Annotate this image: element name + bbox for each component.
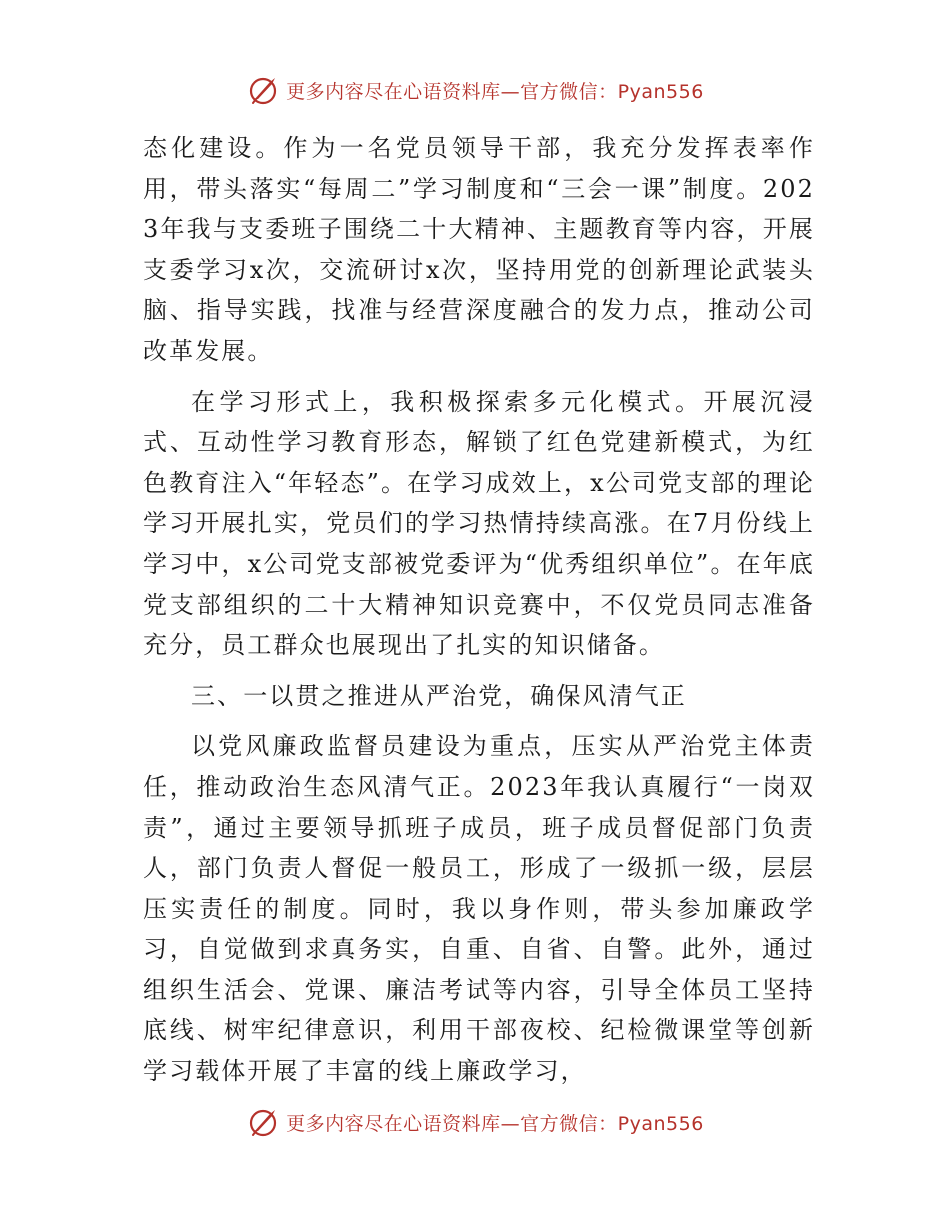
- paragraph-continuation: 态化建设。作为一名党员领导干部，我充分发挥表率作用，带头落实“每周二”学习制度和“三会一课”制度。2023年我与支委班子围绕二十大精神、主题教育等内容，开展支委学习x次，交流研讨x次，坚持用党的创新理论武装头脑、指导实践，找准与经营深度融合的发力点，推动公司改革发展。: [143, 134, 815, 365]
- paragraph-learning-format: 在学习形式上，我积极探索多元化模式。开展沉浸式、互动性学习教育形态，解锁了红色党建新模式，为红色教育注入“年轻态”。在学习成效上，x公司党支部的理论学习开展扎实，党员们的学习热情持续高涨。在7月份线上学习中，x公司党支部被党委评为“优秀组织单位”。在年底党支部组织的二十大精神知识竞赛中，不仅党员同志准备充分，员工群众也展现出了扎实的知识储备。: [143, 387, 815, 660]
- quill-pen-logo-icon: [246, 73, 280, 107]
- quill-pen-logo-icon: [246, 1105, 280, 1139]
- banner-text: 更多内容尽在心语资料库—官方微信：Pyan556: [286, 80, 704, 103]
- paragraph-strict-governance: 以党风廉政监督员建设为重点，压实从严治党主体责任，推动政治生态风清气正。2023年我认真履行“一岗双责”，通过主要领导抓班子成员，班子成员督促部门负责人，部门负责人督促一般员工，形成了一级抓一级，层层压实责任的制度。同时，我以身作则，带头参加廉政学习，自觉做到求真务实，自重、自省、自警。此外，通过组织生活会、党课、廉洁考试等内容，引导全体员工坚持底线、树牢纪律意识，利用干部夜校、纪检微课堂等创新学习载体开展了丰富的线上廉政学习，: [143, 732, 815, 1086]
- document-body: [143, 128, 815, 1092]
- header-watermark-banner: [0, 70, 950, 110]
- section-heading-3: 三、一以贯之推进从严治党，确保风清气正: [191, 681, 687, 710]
- footer-watermark-banner: [0, 1102, 950, 1142]
- banner-text: 更多内容尽在心语资料库—官方微信：Pyan556: [286, 1112, 704, 1135]
